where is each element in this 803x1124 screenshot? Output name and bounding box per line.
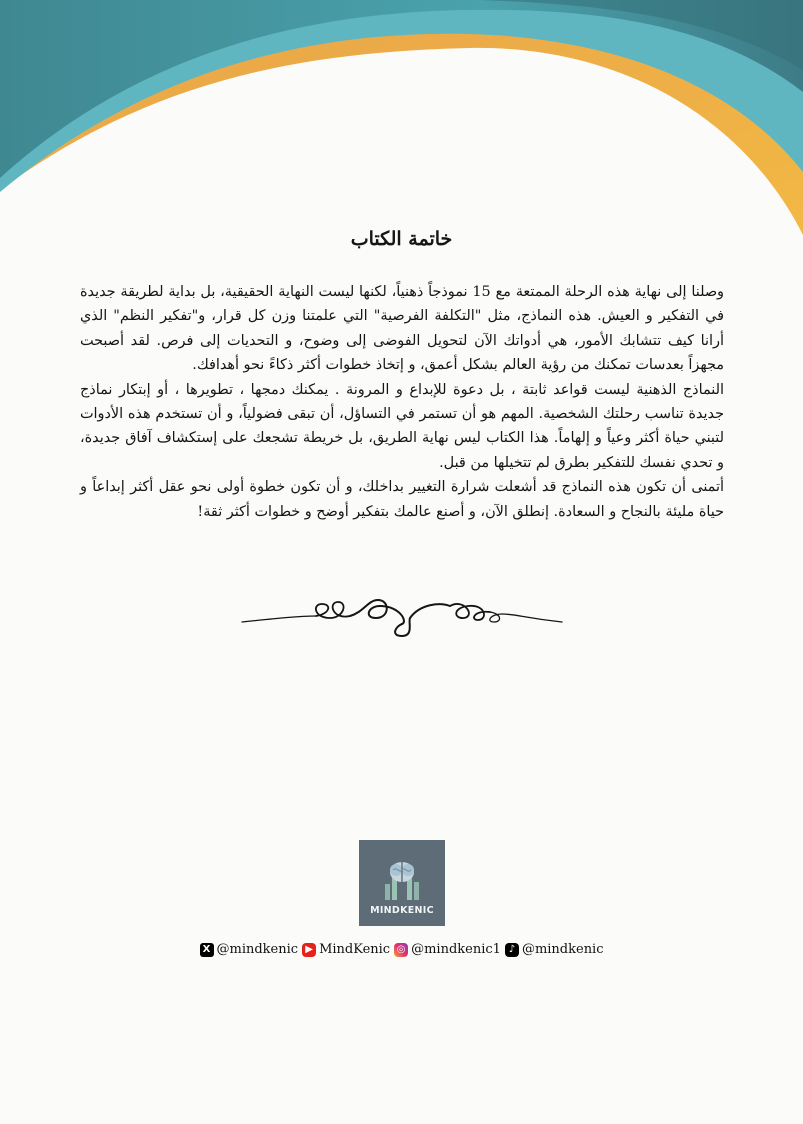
body-text: [80, 280, 724, 524]
social-tiktok[interactable]: [505, 942, 604, 957]
x-icon: X: [200, 943, 214, 957]
header-waves: [0, 0, 803, 240]
social-x[interactable]: [200, 942, 299, 957]
logo-text: MINDKENIC: [370, 905, 434, 916]
social-tiktok-handle: @mindkenic: [521, 942, 604, 957]
page-title: خاتمة الكتاب: [350, 228, 453, 250]
youtube-icon: ▶: [302, 943, 316, 957]
flourish-divider: [240, 592, 564, 640]
paragraph-2: النماذج الذهنية ليست قواعد ثابتة ، بل دعوة للإبداع و المرونة . يمكنك دمجها ، تطويرها ، أو إبتكار نماذج جديدة تناسب رحلتك الشخصية. المهم هو أن تستمر في التساؤل، أن تبقى فضولياً، و أن تستخدم هذه الأدوات لتبني حياة أكثر وعياً و إلهاماً. هذا الكتاب ليس نهاية الطريق، بل خريطة تشجعك على إستكشاف آفاق جديدة، و تحدي نفسك للتفكير بطرق لم تتخيلها من قبل.: [80, 381, 724, 471]
mindkenic-logo: [359, 840, 445, 926]
tiktok-icon: ♪: [505, 943, 519, 957]
social-youtube-handle: MindKenic: [319, 942, 391, 957]
social-instagram-handle: @mindkenic1: [411, 942, 501, 957]
social-x-handle: @mindkenic: [216, 942, 299, 957]
instagram-icon: ◎: [394, 943, 408, 957]
social-links: [0, 942, 803, 957]
paragraph-1: وصلنا إلى نهاية هذه الرحلة الممتعة مع 15 نموذجاً ذهنياً، لكنها ليست النهاية الحقيقية، بل بداية لطريقة جديدة في التفكير و العيش. هذه النماذج، مثل "التكلفة الفرصية" التي علمتنا وزن كل قرار، و"تفكير النظم" الذي أرانا كيف تتشابك الأمور، هي أدواتك الآن لتحويل الفوضى إلى وضوح، و التحديات إلى فرص. لقد أصبحت مجهزاً بعدسات تمكنك من رؤية العالم بشكل أعمق، و إتخاذ خطوات أكثر ذكاءً نحو أهدافك.: [80, 284, 724, 374]
social-youtube[interactable]: [302, 942, 390, 957]
social-instagram[interactable]: [394, 942, 501, 957]
paragraph-3: أتمنى أن تكون هذه النماذج قد أشعلت شرارة التغيير بداخلك، و أن تكون خطوة أولى نحو عقل أكثر إبداعاً و حياة مليئة بالنجاح و السعادة. إنطلق الآن، و أصنع عالمك بتفكير أوضح و خطوات أكثر ثقة!: [80, 479, 724, 520]
